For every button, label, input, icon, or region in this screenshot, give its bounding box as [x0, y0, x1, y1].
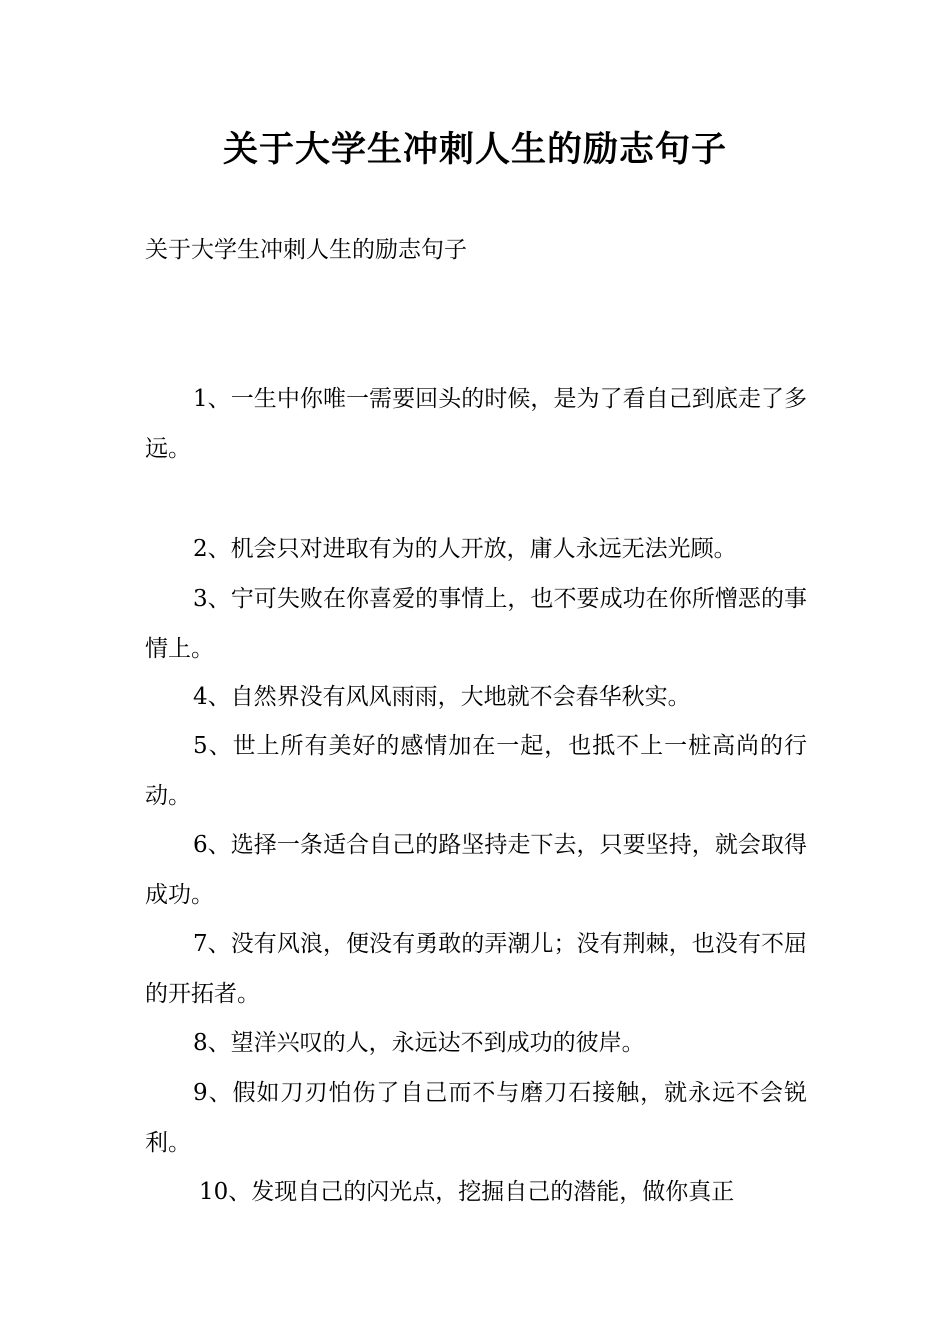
- quote-paragraph-2: 2、机会只对进取有为的人开放，庸人永远无法光顾。: [193, 536, 737, 562]
- quote-paragraph-7: 7、没有风浪，便没有勇敢的弄潮儿；没有荆棘，也没有不屈的开拓者。: [145, 931, 807, 1007]
- document-title: 关于大学生冲刺人生的励志句子: [222, 130, 727, 170]
- quote-paragraph-10: 10、发现自己的闪光点，挖掘自己的潜能，做你真正: [199, 1179, 735, 1205]
- quote-paragraph-8: 8、望洋兴叹的人，永远达不到成功的彼岸。: [193, 1030, 645, 1056]
- quote-paragraph-4: 4、自然界没有风风雨雨，大地就不会春华秋实。: [193, 684, 691, 710]
- document-subtitle: 关于大学生冲刺人生的励志句子: [145, 237, 467, 263]
- quote-paragraph-6: 6、选择一条适合自己的路坚持走下去，只要坚持，就会取得成功。: [145, 832, 807, 908]
- quote-paragraph-9: 9、假如刀刃怕伤了自己而不与磨刀石接触，就永远不会锐利。: [145, 1080, 807, 1156]
- quote-paragraph-1: 1、一生中你唯一需要回头的时候，是为了看自己到底走了多远。: [145, 386, 807, 462]
- quote-paragraph-3: 3、宁可失败在你喜爱的事情上，也不要成功在你所憎恶的事情上。: [145, 586, 807, 662]
- quote-paragraph-5: 5、世上所有美好的感情加在一起，也抵不上一桩高尚的行动。: [145, 733, 807, 809]
